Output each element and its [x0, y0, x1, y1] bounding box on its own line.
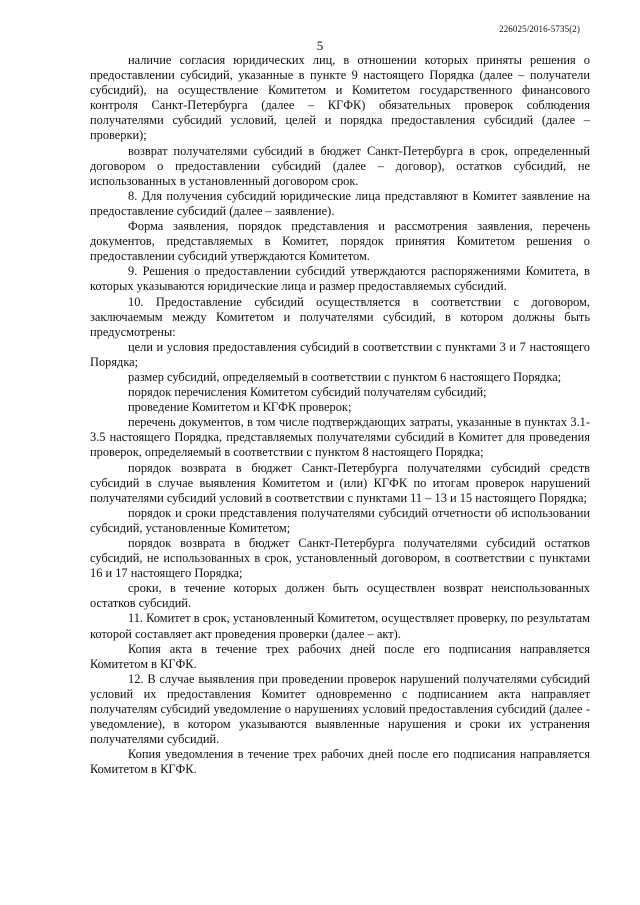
paragraph: 9. Решения о предоставлении субсидий утверждаются распоряжениями Комитета, в которых указываются юридические лица и размер предоставляемых субсидий.: [90, 264, 590, 294]
paragraph: порядок возврата в бюджет Санкт-Петербурга получателями субсидий средств субсидий в случае выявления Комитетом и (или) КГФК по итогам проверок нарушений получателями субсидий условий в соответствии с пунктами 11 – 13 и 15 настоящего Порядка;: [90, 460, 590, 505]
paragraph: наличие согласия юридических лиц, в отношении которых приняты решения о предоставлении субсидий, указанные в пункте 9 настоящего Порядка (далее – получатели субсидий), на осуществление Комитетом и Комитетом государственного финансового контроля Санкт-Петербурга (далее – КГФК) обязательных проверок соблюдения получателями субсидий условий, целей и порядка предоставления субсидий (далее – проверки);: [90, 53, 590, 143]
paragraph: порядок перечисления Комитетом субсидий получателям субсидий;: [128, 385, 487, 400]
paragraph: 12. В случае выявления при проведении проверок нарушений получателями субсидий условий их предоставления Комитет одновременно с подписанием акта направляет получателям субсидий уведомление о нарушениях условий предоставления субсидий (далее - уведомление), в котором указываются выявленные нарушения и сроки их устранения получателями субсидий.: [90, 671, 590, 747]
paragraph: размер субсидий, определяемый в соответствии с пунктом 6 настоящего Порядка;: [128, 369, 562, 384]
paragraph: возврат получателями субсидий в бюджет Санкт-Петербурга в срок, определенный договором о предоставлении субсидий (далее – договор), остатков субсидий, не использованных в установленный договором срок.: [90, 143, 590, 188]
page-number: 5: [316, 38, 324, 53]
paragraph: 11. Комитет в срок, установленный Комитетом, осуществляет проверку, по результатам которой составляет акт проведения проверки (далее – акт).: [90, 611, 590, 641]
paragraph: проведение Комитетом и КГФК проверок;: [128, 400, 352, 415]
paragraph: Форма заявления, порядок представления и рассмотрения заявления, перечень документов, представляемых в Комитет, порядок принятия Комитетом решения о предоставлении субсидий утверждаются Комитетом.: [90, 219, 590, 264]
document-registration-code: 226025/2016-5735(2): [499, 24, 580, 34]
paragraph: перечень документов, в том числе подтверждающих затраты, указанные в пунктах 3.1-3.5 настоящего Порядка, представляемых получателями субсидий в Комитет для проведения проверок, определяемый в соответствии с пунктом 8 настоящего Порядка;: [90, 415, 590, 460]
paragraph: 10. Предоставление субсидий осуществляется в соответствии с договором, заключаемым между Комитетом и получателями субсидий, в котором должны быть предусмотрены:: [90, 294, 590, 339]
paragraph: порядок возврата в бюджет Санкт-Петербурга получателями субсидий остатков субсидий, не использованных в срок, установленный договором, в соответствии с пунктами 16 и 17 настоящего Порядка;: [90, 536, 590, 581]
paragraph: порядок и сроки представления получателями субсидий отчетности об использовании субсидий, установленные Комитетом;: [90, 505, 590, 535]
paragraph: 8. Для получения субсидий юридические лица представляют в Комитет заявление на предоставление субсидий (далее – заявление).: [90, 188, 590, 218]
paragraph: Копия уведомления в течение трех рабочих дней после его подписания направляется Комитетом в КГФК.: [90, 747, 590, 777]
paragraph: цели и условия предоставления субсидий в соответствии с пунктами 3 и 7 настоящего Порядка;: [90, 339, 590, 369]
paragraph: сроки, в течение которых должен быть осуществлен возврат неиспользованных остатков субсидий.: [90, 581, 590, 611]
paragraph: Копия акта в течение трех рабочих дней после его подписания направляется Комитетом в КГФК.: [90, 641, 590, 671]
document-body: [90, 53, 590, 778]
